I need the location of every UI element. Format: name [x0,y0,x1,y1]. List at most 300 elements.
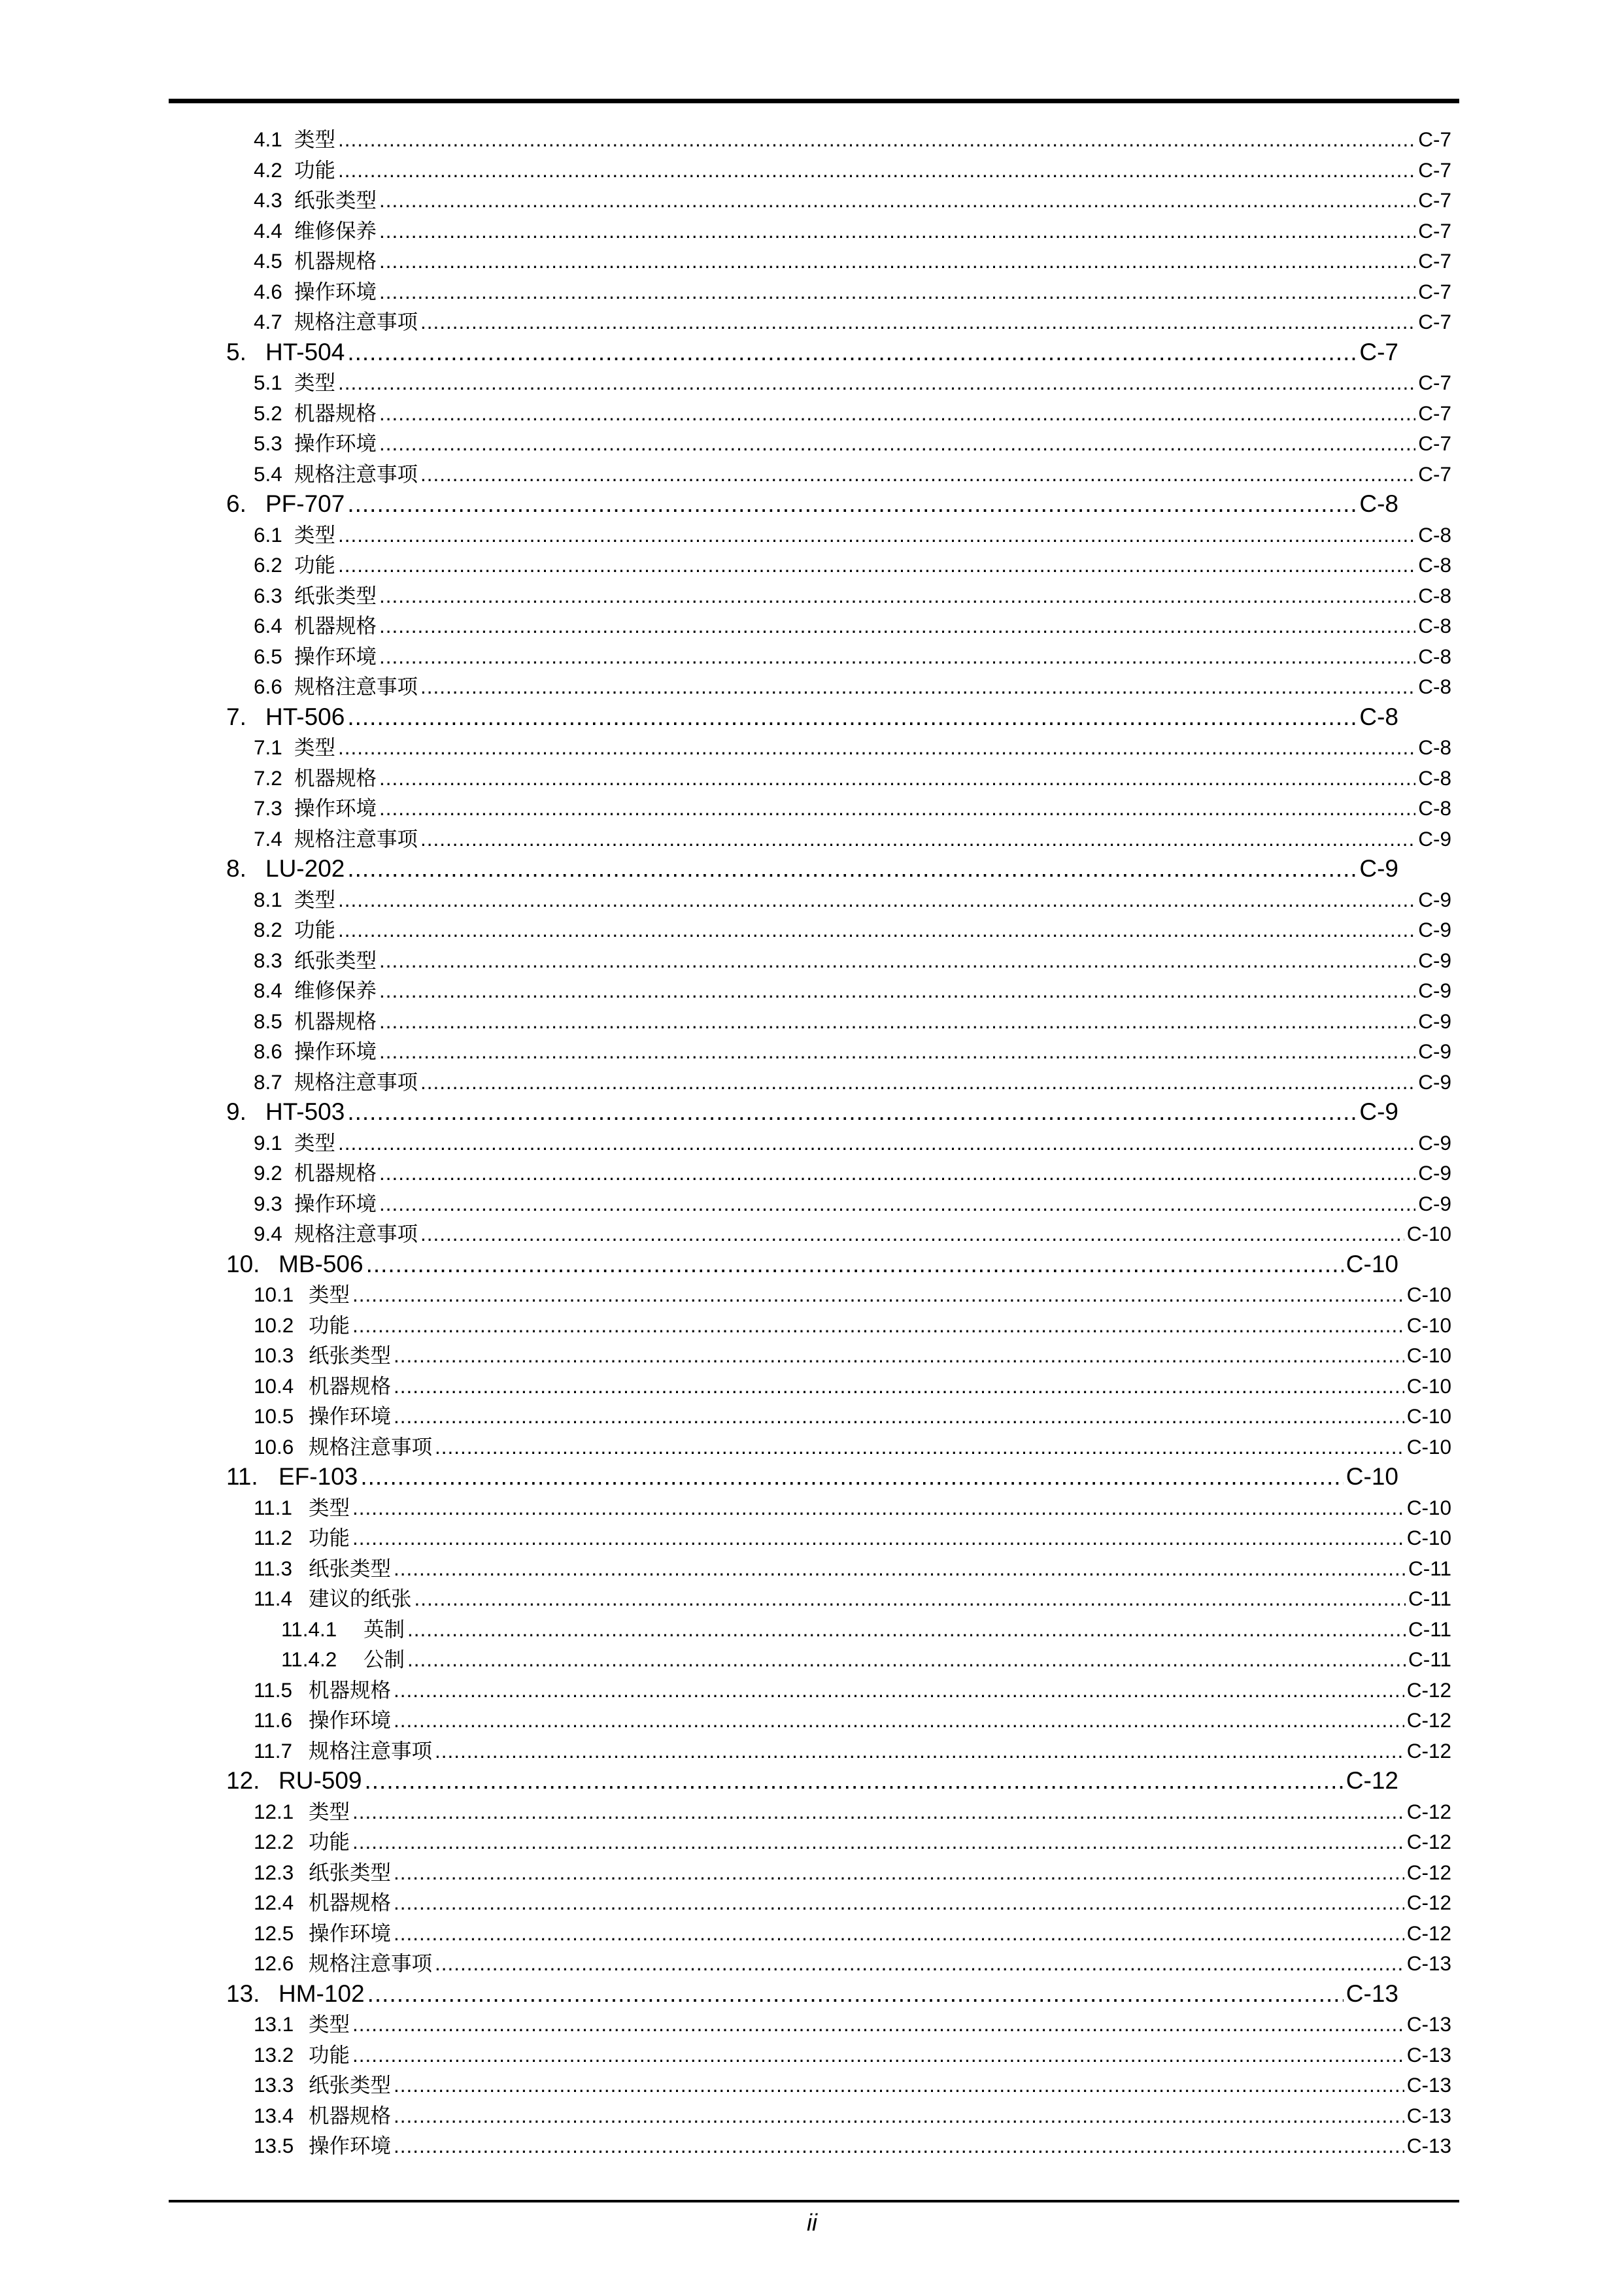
toc-section-entry[interactable] [0,367,1451,398]
toc-entry-title: 规格注意事项 [309,1434,433,1459]
toc-entry-title: 规格注意事项 [294,826,418,851]
toc-section-entry[interactable] [0,1857,1451,1888]
toc-entry-number: 8.4 [254,979,282,1002]
toc-section-entry[interactable] [0,671,1451,702]
toc-entry-title: PF-707 [265,490,345,517]
toc-section-entry[interactable] [0,732,1451,763]
toc-entry-title: 类型 [294,371,336,394]
toc-entry-title: 操作环境 [309,1404,392,1428]
toc-entry-title: 纸张类型 [309,1343,392,1367]
toc-entry-number: 7.3 [254,796,282,820]
dot-leader [367,1979,1344,2010]
dot-leader [352,1796,1404,1827]
toc-entry-title: 功能 [309,1526,350,1549]
toc-entry-number: 8.5 [254,1009,282,1033]
toc-entry-title: HT-504 [265,338,345,365]
toc-entry-number: 9.2 [254,1161,282,1185]
dot-leader [420,824,1415,854]
toc-entry-title: 规格注意事项 [309,1738,433,1763]
dot-leader [407,1644,1406,1675]
toc-entry-page: C-7 [1359,338,1398,365]
toc-section-entry[interactable] [0,2009,1451,2040]
dot-leader [379,1158,1415,1189]
toc-entry-number: 8.1 [254,887,282,911]
toc-entry-page: C-13 [1406,2073,1451,2097]
toc-section-entry[interactable] [0,307,1451,337]
toc-entry-title: 纸张类型 [294,583,377,607]
toc-chapter-entry[interactable] [0,1766,1398,1796]
toc-entry-title: RU-509 [279,1767,362,1794]
toc-chapter-entry[interactable] [0,337,1398,368]
toc-entry-number: 10.3 [254,1343,294,1367]
toc-section-entry[interactable] [0,1310,1451,1341]
toc-entry-number: 5.2 [254,401,282,425]
toc-section-entry[interactable] [0,2100,1451,2131]
toc-entry-page: C-12 [1406,1708,1451,1732]
toc-entry-page: C-7 [1418,462,1451,486]
toc-entry-title: LU-202 [265,855,345,882]
toc-section-entry[interactable] [0,1036,1451,1067]
toc-section-entry[interactable] [0,885,1451,915]
toc-entry-number: 10.6 [254,1434,294,1459]
toc-entry-number: 6.4 [254,614,282,637]
toc-entry-title: 机器规格 [294,249,377,273]
toc-entry-number: 13.3 [254,2073,294,2097]
toc-section-entry[interactable] [0,1371,1451,1402]
toc-entry-number: 7.2 [254,766,282,790]
toc-entry-number: 9.1 [254,1130,282,1155]
toc-entry-page: C-12 [1406,1891,1451,1914]
toc-section-entry[interactable] [0,1583,1451,1614]
dot-leader [414,1583,1406,1614]
toc-entry-number: 6.6 [254,675,282,698]
toc-entry-page: C-9 [1418,1039,1451,1063]
toc-entry-page: C-12 [1406,1678,1451,1702]
toc-entry-title: 类型 [294,522,336,547]
toc-entry-number: 5.1 [254,371,282,394]
dot-leader [338,1128,1415,1158]
toc-entry-number: 10.4 [254,1374,294,1398]
toc-entry-page: C-12 [1406,1799,1451,1823]
toc-entry-number: 10. [226,1250,260,1277]
toc-section-entry[interactable] [0,216,1451,246]
toc-entry-title: 英制 [364,1617,405,1641]
toc-section-entry[interactable] [0,1796,1451,1827]
toc-entry-page: C-11 [1408,1617,1451,1641]
toc-entry-page: C-11 [1408,1556,1451,1580]
toc-entry-number: 11.6 [254,1708,292,1732]
toc-section-entry[interactable] [0,1736,1451,1766]
dot-leader [394,1340,1404,1371]
toc-entry-page: C-12 [1406,1860,1451,1884]
toc-entry-page: C-13 [1406,1951,1451,1975]
toc-entry-number: 9.3 [254,1191,282,1215]
toc-entry-number: 11.4.1 [281,1617,337,1641]
toc-section-entry[interactable] [0,975,1451,1006]
toc-section-entry[interactable] [0,1493,1451,1523]
toc-entry-number: 9. [226,1098,246,1125]
toc-entry-page: C-13 [1406,2012,1451,2036]
toc-entry-page: C-11 [1408,1587,1451,1610]
toc-entry-page: C-9 [1418,887,1451,911]
toc-entry-title: 操作环境 [294,431,377,455]
toc-entry-number: 4.4 [254,218,282,243]
toc-chapter-entry[interactable] [0,1249,1398,1280]
toc-section-entry[interactable] [0,185,1451,216]
toc-entry-page: C-7 [1418,371,1451,394]
toc-entry-number: 13.2 [254,2042,294,2066]
toc-entry-number: 8. [226,855,246,882]
toc-entry-page: C-10 [1406,1283,1451,1306]
toc-entry-number: 10.1 [254,1283,294,1306]
toc-entry-page: C-10 [1406,1343,1451,1367]
toc-entry-title: 维修保养 [294,979,377,1002]
dot-leader [379,793,1415,824]
toc-section-entry[interactable] [0,641,1451,672]
toc-section-entry[interactable] [0,520,1451,550]
toc-entry-title: HT-506 [265,703,345,730]
dot-leader [379,945,1415,976]
dot-leader [338,885,1415,915]
toc-section-entry[interactable] [0,1918,1451,1949]
toc-section-entry[interactable] [0,1523,1451,1553]
toc-entry-number: 12.4 [254,1891,294,1914]
dot-leader [338,550,1415,581]
dot-leader [394,1675,1404,1706]
toc-entry-page: C-12 [1406,1830,1451,1853]
dot-leader [338,367,1415,398]
toc-entry-number: 12. [226,1767,260,1794]
toc-section-entry[interactable] [0,459,1451,490]
toc-entry-title: 规格注意事项 [294,1070,418,1094]
toc-entry-page: C-10 [1406,1495,1451,1519]
toc-entry-number: 13. [226,1980,260,2007]
toc-entry-title: 维修保养 [294,218,377,243]
dot-leader [379,975,1415,1006]
toc-entry-page: C-10 [1345,1250,1398,1277]
toc-section-entry[interactable] [0,2131,1451,2161]
toc-entry-title: 功能 [309,2042,350,2066]
toc-entry-page: C-13 [1406,2042,1451,2066]
toc-entry-page: C-13 [1406,2134,1451,2157]
toc-entry-title: 类型 [294,735,336,759]
toc-entry-page: C-10 [1406,1404,1451,1428]
toc-entry-page: C-8 [1418,796,1451,820]
dot-leader [352,2040,1404,2070]
toc-entry-title: 操作环境 [294,1191,377,1215]
toc-chapter-entry[interactable] [0,1979,1398,2010]
toc-section-entry[interactable] [0,1340,1451,1371]
toc-entry-page: C-10 [1406,1374,1451,1398]
dot-leader [365,1766,1344,1796]
toc-entry-title: 机器规格 [294,401,377,425]
dot-leader [394,2070,1404,2100]
toc-entry-number: 8.6 [254,1039,282,1063]
toc-section-entry[interactable] [0,1553,1451,1584]
toc-section-entry[interactable] [0,1279,1451,1310]
toc-entry-page: C-12 [1406,1738,1451,1763]
toc-section-entry[interactable] [0,2040,1451,2070]
toc-entry-number: 7. [226,703,246,730]
toc-entry-page: C-7 [1418,188,1451,212]
dot-leader [394,2100,1404,2131]
toc-entry-title: 建议的纸张 [309,1587,412,1610]
dot-leader [435,1948,1404,1979]
toc-entry-number: 7.4 [254,826,282,851]
toc-entry-title: 操作环境 [294,796,377,820]
toc-entry-page: C-7 [1418,401,1451,425]
toc-entry-number: 4.7 [254,310,282,333]
toc-entry-number: 5. [226,338,246,365]
toc-entry-number: 11.5 [254,1678,292,1702]
dot-leader [379,581,1415,611]
dot-leader [379,428,1415,459]
toc-entry-title: 机器规格 [309,1891,392,1914]
toc-chapter-entry[interactable] [0,489,1398,520]
toc-entry-page: C-12 [1345,1767,1398,1794]
toc-entry-title: 操作环境 [309,1921,392,1945]
toc-chapter-entry[interactable] [0,702,1398,733]
toc-entry-title: 操作环境 [294,1039,377,1063]
toc-entry-title: 纸张类型 [294,948,377,972]
toc-section-entry[interactable] [0,1006,1451,1037]
toc-entry-number: 6.5 [254,644,282,668]
toc-entry-page: C-9 [1418,1009,1451,1033]
toc-entry-title: 功能 [309,1313,350,1337]
dot-leader [352,1827,1404,1857]
toc-section-entry[interactable] [0,1705,1451,1736]
toc-entry-number: 13.1 [254,2012,294,2036]
dot-leader [394,2131,1404,2161]
table-of-contents [0,124,1624,2161]
toc-entry-title: EF-103 [279,1463,358,1490]
dot-leader [347,1097,1357,1128]
dot-leader [352,1493,1404,1523]
toc-entry-page: C-13 [1406,2103,1451,2127]
toc-section-entry[interactable] [0,915,1451,945]
dot-leader [394,1857,1404,1888]
toc-entry-page: C-8 [1418,583,1451,607]
toc-section-entry[interactable] [0,1675,1451,1706]
dot-leader [347,854,1357,885]
toc-entry-page: C-10 [1345,1463,1398,1490]
dot-leader [420,1219,1404,1249]
toc-entry-page: C-8 [1418,522,1451,547]
toc-entry-title: 机器规格 [294,1009,377,1033]
toc-entry-page: C-8 [1359,490,1398,517]
toc-entry-number: 6. [226,490,246,517]
toc-entry-title: 功能 [294,918,336,941]
toc-entry-page: C-9 [1418,948,1451,972]
page-number: ii [807,2209,817,2236]
toc-chapter-entry[interactable] [0,854,1398,885]
toc-section-entry[interactable] [0,1827,1451,1857]
toc-entry-number: 12.2 [254,1830,294,1853]
toc-entry-page: C-8 [1418,614,1451,637]
dot-leader [338,155,1415,186]
dot-leader [366,1249,1344,1280]
toc-section-entry[interactable] [0,763,1451,794]
toc-entry-page: C-7 [1418,279,1451,303]
toc-entry-page: C-9 [1418,1191,1451,1215]
dot-leader [338,124,1415,155]
dot-leader [379,246,1415,277]
dot-leader [379,398,1415,429]
toc-entry-number: 11. [226,1463,258,1490]
toc-entry-number: 12.3 [254,1860,294,1884]
dot-leader [379,1006,1415,1037]
toc-entry-title: 功能 [294,158,336,182]
toc-entry-page: C-7 [1418,249,1451,273]
dot-leader [394,1371,1404,1402]
toc-section-entry[interactable] [0,1189,1451,1219]
toc-entry-number: 6.2 [254,553,282,577]
toc-entry-number: 5.4 [254,462,282,486]
toc-entry-title: 规格注意事项 [294,675,418,698]
toc-entry-page: C-9 [1418,1161,1451,1185]
toc-entry-number: 6.3 [254,583,282,607]
toc-entry-number: 12.1 [254,1799,294,1823]
toc-section-entry[interactable] [0,124,1451,155]
dot-leader [420,459,1415,490]
toc-section-entry[interactable] [0,1067,1451,1098]
toc-entry-title: 类型 [309,1799,350,1823]
dot-leader [394,1918,1404,1949]
toc-entry-page: C-8 [1359,703,1398,730]
toc-entry-title: 类型 [294,1130,336,1155]
toc-chapter-entry[interactable] [0,1462,1398,1493]
toc-section-entry[interactable] [0,611,1451,641]
toc-entry-number: 11.3 [254,1556,292,1580]
toc-entry-title: 机器规格 [309,1374,392,1398]
toc-section-entry[interactable] [0,1219,1451,1249]
toc-section-entry[interactable] [0,550,1451,581]
toc-section-entry[interactable] [0,581,1451,611]
toc-entry-title: 功能 [294,553,336,577]
toc-entry-title: 类型 [309,1495,350,1519]
dot-leader [379,185,1415,216]
toc-entry-page: C-9 [1359,855,1398,882]
toc-entry-page: C-9 [1418,918,1451,941]
toc-entry-title: 操作环境 [309,2134,392,2157]
toc-entry-page: C-8 [1418,644,1451,668]
toc-section-entry[interactable] [0,155,1451,186]
toc-entry-page: C-12 [1406,1921,1451,1945]
toc-section-entry[interactable] [0,1401,1451,1432]
toc-entry-number: 11.2 [254,1526,292,1549]
dot-leader [352,1523,1404,1553]
toc-entry-number: 11.4 [254,1587,292,1610]
toc-entry-page: C-8 [1418,675,1451,698]
toc-section-entry[interactable] [0,428,1451,459]
dot-leader [394,1553,1406,1584]
toc-entry-number: 4.5 [254,249,282,273]
toc-entry-title: 类型 [294,127,336,151]
toc-entry-page: C-9 [1418,979,1451,1002]
toc-entry-page: C-11 [1408,1647,1451,1671]
dot-leader [352,1279,1404,1310]
toc-subsubsection-entry[interactable] [0,1614,1451,1645]
dot-leader [347,702,1357,733]
toc-entry-page: C-9 [1359,1098,1398,1125]
toc-entry-page: C-9 [1418,1070,1451,1094]
dot-leader [379,641,1415,672]
toc-section-entry[interactable] [0,246,1451,277]
dot-leader [394,1887,1404,1918]
toc-section-entry[interactable] [0,793,1451,824]
toc-chapter-entry[interactable] [0,1097,1398,1128]
dot-leader [379,763,1415,794]
dot-leader [420,307,1415,337]
toc-subsubsection-entry[interactable] [0,1644,1451,1675]
toc-section-entry[interactable] [0,277,1451,307]
dot-leader [379,611,1415,641]
toc-entry-page: C-8 [1418,553,1451,577]
toc-entry-page: C-10 [1406,1434,1451,1459]
footer-rule [169,2200,1459,2202]
toc-entry-title: 操作环境 [294,279,377,303]
toc-entry-title: 纸张类型 [309,1556,392,1580]
toc-entry-number: 11.7 [254,1738,292,1763]
toc-entry-title: 规格注意事项 [294,462,418,486]
toc-entry-page: C-10 [1406,1222,1451,1245]
toc-entry-title: 操作环境 [309,1708,392,1732]
toc-entry-page: C-8 [1418,735,1451,759]
toc-section-entry[interactable] [0,2070,1451,2100]
dot-leader [435,1736,1404,1766]
toc-section-entry[interactable] [0,1128,1451,1158]
toc-entry-page: C-9 [1418,826,1451,851]
toc-entry-title: 机器规格 [294,1161,377,1185]
toc-section-entry[interactable] [0,1948,1451,1979]
toc-entry-title: 纸张类型 [294,188,377,212]
dot-leader [338,915,1415,945]
toc-section-entry[interactable] [0,945,1451,976]
dot-leader [379,1189,1415,1219]
dot-leader [394,1401,1404,1432]
dot-leader [420,671,1415,702]
toc-section-entry[interactable] [0,1432,1451,1462]
toc-entry-page: C-7 [1418,218,1451,243]
toc-entry-number: 10.5 [254,1404,294,1428]
toc-entry-title: 机器规格 [294,766,377,790]
toc-entry-page: C-10 [1406,1526,1451,1549]
dot-leader [347,337,1357,368]
toc-entry-number: 13.4 [254,2103,294,2127]
toc-entry-title: 机器规格 [309,2103,392,2127]
toc-section-entry[interactable] [0,398,1451,429]
toc-section-entry[interactable] [0,824,1451,854]
toc-entry-title: 功能 [309,1830,350,1853]
toc-entry-title: 规格注意事项 [309,1951,433,1975]
toc-entry-title: 机器规格 [294,614,377,637]
toc-entry-page: C-13 [1345,1980,1398,2007]
toc-entry-number: 10.2 [254,1313,294,1337]
toc-entry-title: 纸张类型 [309,1860,392,1884]
toc-section-entry[interactable] [0,1158,1451,1189]
dot-leader [360,1462,1343,1493]
toc-entry-number: 8.2 [254,918,282,941]
toc-section-entry[interactable] [0,1887,1451,1918]
dot-leader [379,1036,1415,1067]
header-rule [169,99,1459,103]
dot-leader [420,1067,1415,1098]
toc-entry-page: C-9 [1418,1130,1451,1155]
toc-entry-page: C-7 [1418,158,1451,182]
dot-leader [338,732,1415,763]
toc-entry-title: 机器规格 [309,1678,392,1702]
toc-entry-number: 6.1 [254,522,282,547]
